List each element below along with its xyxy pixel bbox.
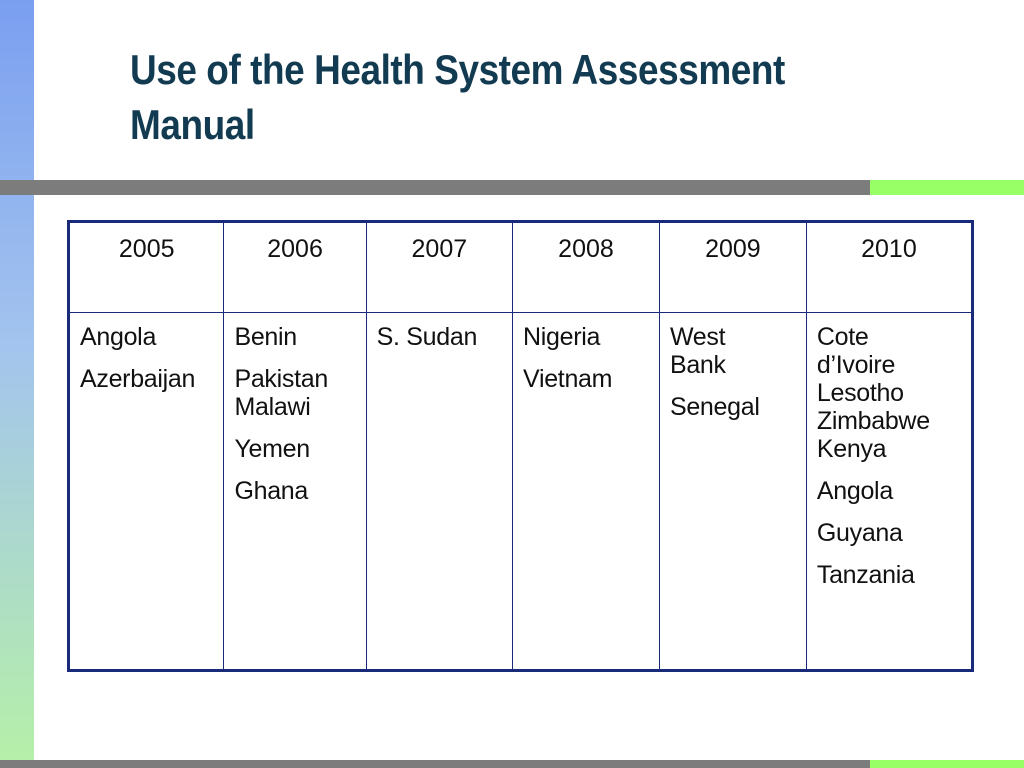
year-header-2006: 2006: [224, 222, 366, 313]
countries-cell-2008: [513, 313, 660, 671]
countries-cell-2007: [366, 313, 512, 671]
country-entry: Cote: [816, 323, 869, 351]
country-entry: Guyana: [816, 519, 903, 547]
year-header-2005: 2005: [69, 222, 224, 313]
year-header-2007: 2007: [366, 222, 512, 313]
countries-cell-2009: [659, 313, 806, 671]
country-entry: Lesotho: [816, 379, 904, 407]
year-header-2008: 2008: [513, 222, 660, 313]
footer-divider-gray: [0, 760, 870, 768]
countries-row: [69, 313, 973, 671]
country-entry: Zimbabwe: [816, 407, 930, 435]
country-entry: Kenya: [816, 435, 887, 463]
footer-divider-green: [870, 760, 1024, 768]
countries-cell-2010: [806, 313, 972, 671]
country-entry: Angola: [816, 477, 893, 505]
left-accent-bar: [0, 0, 34, 768]
year-header-2009: 2009: [659, 222, 806, 313]
country-entry: Malawi: [234, 393, 311, 421]
country-entry: Bank: [669, 351, 726, 379]
title-divider-green: [870, 180, 1024, 195]
country-entry: Yemen: [234, 435, 310, 463]
year-header-2010: 2010: [806, 222, 972, 313]
country-entry: Angola: [80, 323, 157, 351]
country-entry: Ghana: [234, 477, 309, 505]
country-entry: Nigeria: [523, 323, 601, 351]
title-divider-gray: [0, 180, 870, 195]
header-row: [69, 222, 973, 313]
assessment-table: [67, 220, 974, 672]
countries-cell-2006: [224, 313, 366, 671]
country-entry: Azerbaijan: [80, 365, 196, 393]
country-entry: S. Sudan: [376, 323, 478, 351]
country-entry: Benin: [234, 323, 297, 351]
country-entry: Pakistan: [234, 365, 328, 393]
country-entry: Senegal: [669, 393, 760, 421]
country-entry: d’Ivoire: [816, 351, 896, 379]
country-entry: Tanzania: [816, 561, 915, 589]
country-entry: West: [669, 323, 726, 351]
countries-cell-2005: [69, 313, 224, 671]
slide-title: Use of the Health System Assessment Manual: [130, 46, 785, 148]
country-entry: Vietnam: [523, 365, 613, 393]
